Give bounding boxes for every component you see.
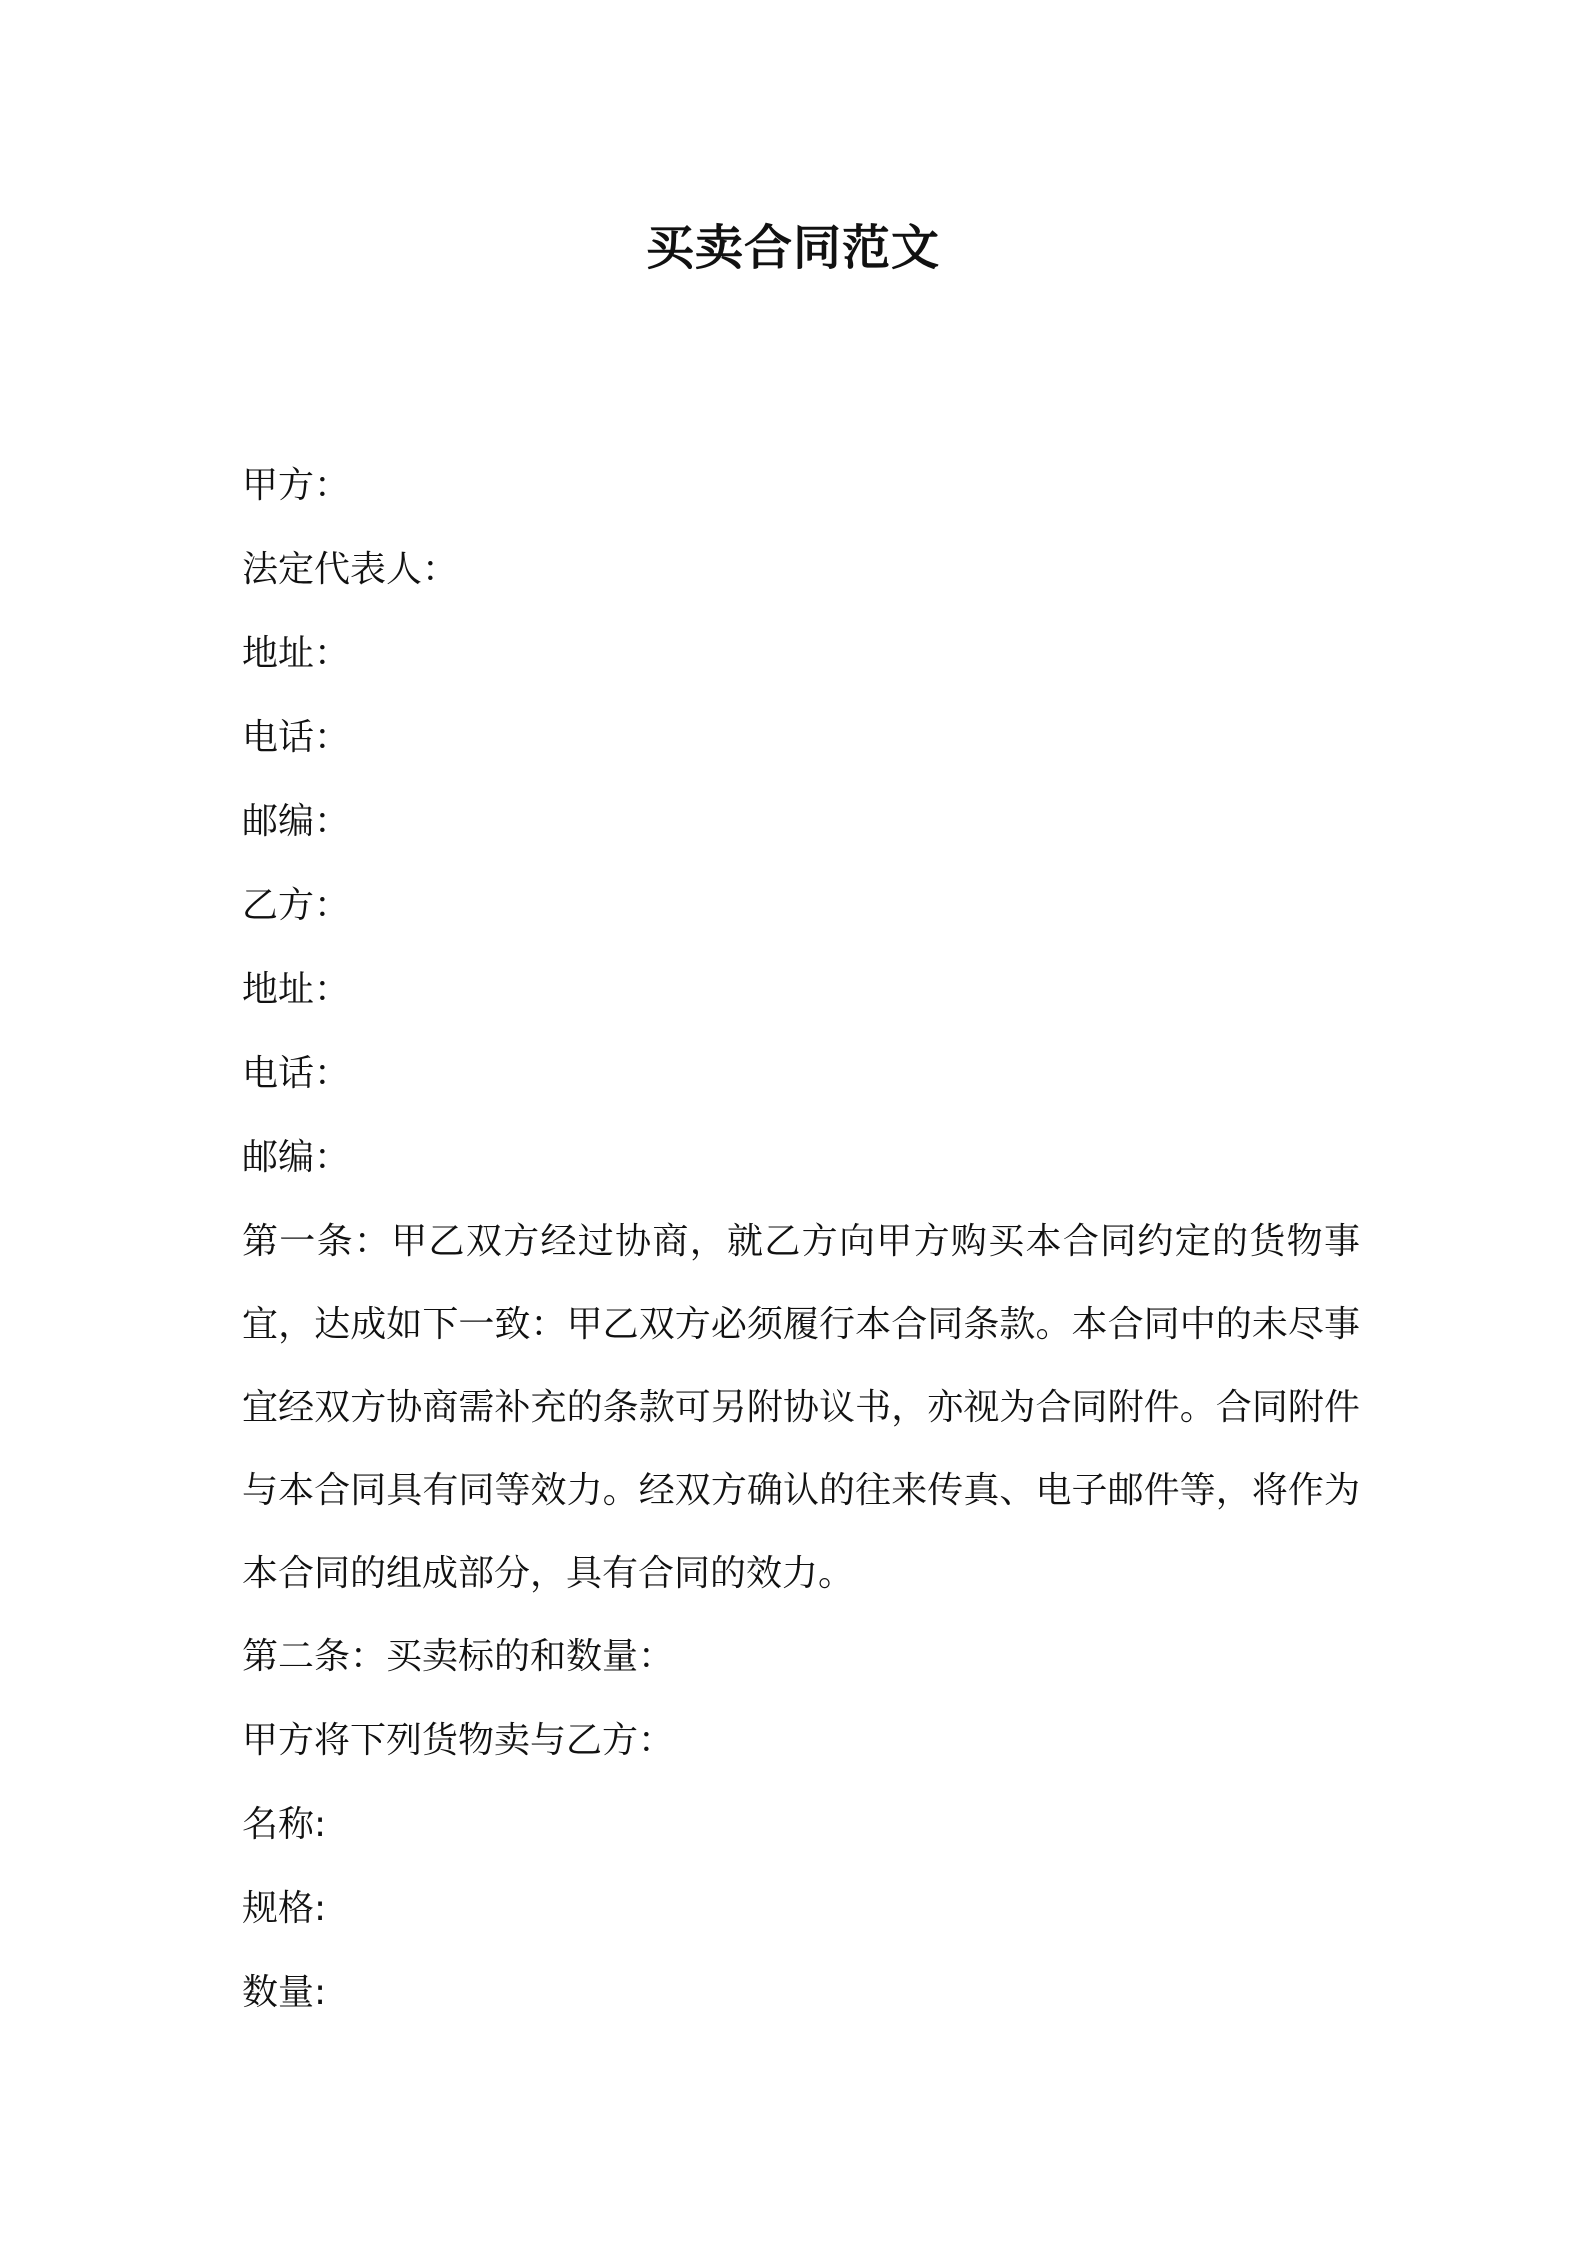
party-a-representative-label: 法定代表人： bbox=[242, 549, 459, 590]
document-body bbox=[242, 444, 1360, 2035]
party-b-label: 乙方： bbox=[242, 885, 351, 926]
article-2-heading: 第二条：买卖标的和数量： bbox=[242, 1636, 675, 1677]
goods-intro: 甲方将下列货物卖与乙方： bbox=[242, 1720, 675, 1761]
party-a-label: 甲方： bbox=[242, 465, 351, 506]
party-b-address-label: 地址： bbox=[242, 969, 351, 1010]
party-a-address-label: 地址： bbox=[242, 633, 351, 674]
article-1-paragraph: 第一条：甲乙双方经过协商，就乙方向甲方购买本合同约定的货物事宜，达成如下一致：甲乙双方必须履行本合同条款。本合同中的未尽事宜经双方协商需补充的条款可另附协议书，亦视为合同附件。合同附件与本合同具有同等效力。经双方确认的往来传真、电子邮件等，将作为本合同的组成部分，具有合同的效力。 bbox=[242, 1221, 1360, 1594]
document-title: 买卖合同范文 bbox=[645, 220, 940, 276]
party-b-postcode-label: 邮编： bbox=[242, 1137, 351, 1178]
party-a-phone-label: 电话： bbox=[242, 717, 351, 758]
goods-name-label: 名称: bbox=[242, 1804, 327, 1845]
party-a-postcode-label: 邮编： bbox=[242, 801, 351, 842]
goods-quantity-label: 数量: bbox=[242, 1972, 327, 2013]
goods-spec-label: 规格: bbox=[242, 1888, 327, 1929]
party-b-phone-label: 电话： bbox=[242, 1053, 351, 1094]
